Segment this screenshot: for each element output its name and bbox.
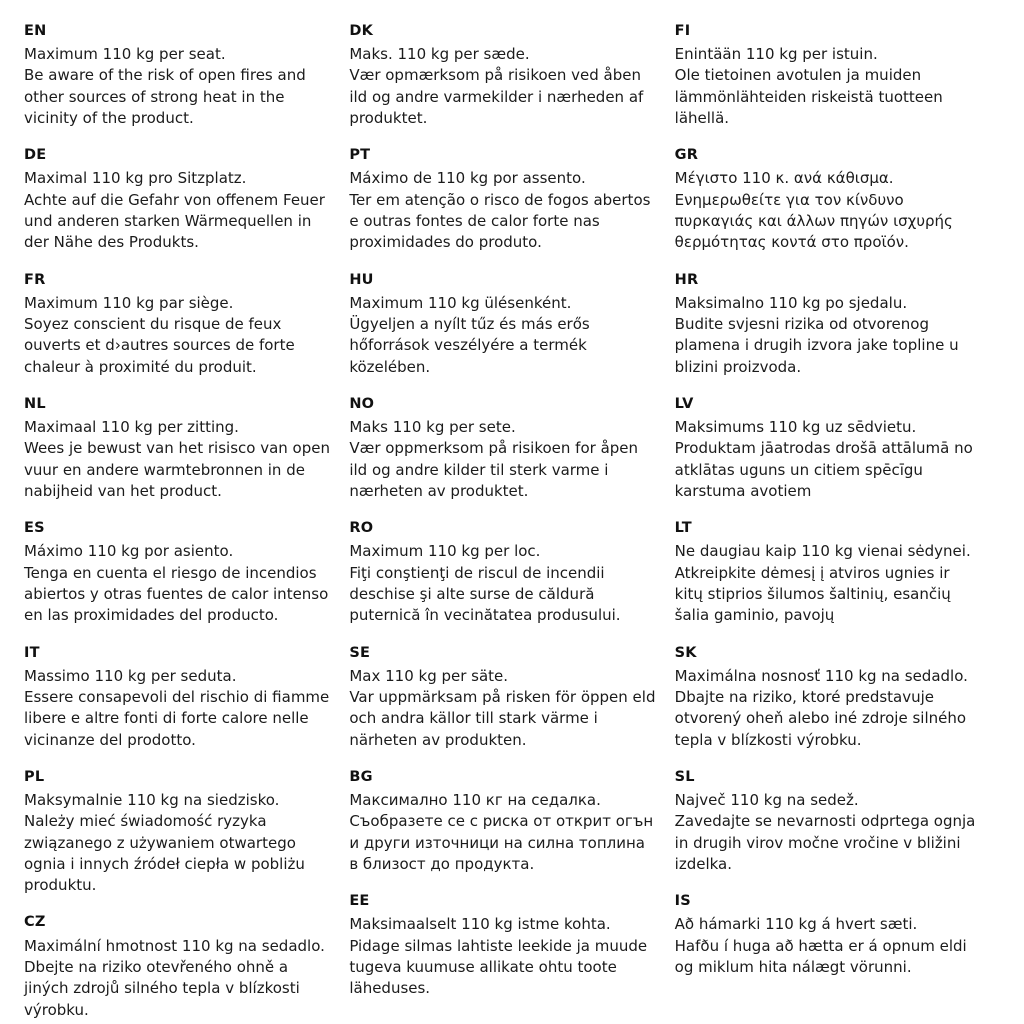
language-code: SE bbox=[349, 644, 371, 661]
language-entry-cz bbox=[24, 913, 331, 1020]
language-entry-bg bbox=[349, 768, 656, 875]
weight-limit-text: Maximální hmotnost 110 kg na sedadlo. bbox=[24, 936, 325, 955]
weight-limit-text: Að hámarki 110 kg á hvert sæti. bbox=[674, 915, 918, 934]
weight-limit-text: Največ 110 kg na sedež. bbox=[674, 791, 859, 809]
language-code: IS bbox=[674, 893, 691, 910]
weight-limit-text: Maximum 110 kg per loc. bbox=[349, 542, 541, 561]
weight-limit-text: Максимално 110 кг на седалка. bbox=[349, 791, 601, 809]
language-entry-dk bbox=[349, 22, 656, 129]
fire-warning-text: Съобразете се с риска от открит огън и други източници на силна топлина в близост до продукта. bbox=[349, 812, 654, 873]
weight-limit-text: Μέγιστο 110 κ. ανά κάθισμα. bbox=[674, 169, 894, 188]
weight-limit-text: Maximum 110 kg ülésenként. bbox=[349, 293, 572, 312]
language-entry-hu bbox=[349, 271, 656, 378]
language-code: EE bbox=[349, 893, 370, 910]
language-entry-lv bbox=[675, 395, 982, 502]
fire-warning-text: Vær opmærksom på risikoen ved åben ild og andre varmekilder i nærheden af produktet. bbox=[349, 66, 644, 128]
language-code: BG bbox=[349, 768, 373, 785]
fire-warning-text: Tenga en cuenta el riesgo de incendios abiertos y otras fuentes de calor intenso en las proximidades del producto. bbox=[24, 563, 329, 625]
language-code: EN bbox=[24, 23, 47, 39]
language-code: LT bbox=[674, 520, 692, 537]
weight-limit-text: Maksimalno 110 kg po sjedalu. bbox=[674, 293, 908, 312]
language-entry-es bbox=[24, 519, 331, 626]
fire-warning-text: Produktam jāatrodas drošā attālumā no atklātas uguns un citiem spēcīgu karstuma avotiem bbox=[674, 439, 973, 500]
fire-warning-text: Ter em atenção o risco de fogos abertos e outras fontes de calor forte nas proximidades do produto. bbox=[349, 190, 651, 252]
language-entry-ro bbox=[349, 519, 656, 626]
fire-warning-text: Pidage silmas lahtiste leekide ja muude tugeva kuumuse allikate ohtu toote läheduses. bbox=[349, 936, 648, 998]
language-code: IT bbox=[24, 644, 40, 661]
fire-warning-text: Zavedajte se nevarnosti odprtega ognja in drugih virov močne vročine v bližini izdelka. bbox=[674, 812, 976, 873]
language-column-1 bbox=[24, 22, 349, 1021]
weight-limit-text: Maximum 110 kg per seat. bbox=[24, 45, 226, 64]
language-column-2 bbox=[349, 22, 674, 1000]
language-code: DK bbox=[349, 23, 374, 39]
language-entry-fr bbox=[24, 271, 331, 378]
language-entry-lt bbox=[675, 519, 982, 626]
language-entry-pt bbox=[349, 146, 656, 253]
fire-warning-text: Atkreipkite dėmesį į atviros ugnies ir kitų stiprios šilumos šaltinių, esančių šalia gaminio, pavojų bbox=[674, 563, 951, 625]
weight-limit-text: Maksimaalselt 110 kg istme kohta. bbox=[349, 915, 611, 934]
language-entry-it bbox=[24, 644, 331, 751]
language-entry-sl bbox=[675, 768, 982, 875]
language-code: CZ bbox=[24, 914, 46, 931]
language-code: SL bbox=[674, 768, 695, 785]
language-code: FI bbox=[674, 23, 691, 39]
language-entry-nl bbox=[24, 395, 331, 502]
fire-warning-text: Var uppmärksam på risken för öppen eld och andra källor till stark värme i närheten av produkten. bbox=[349, 687, 656, 749]
weight-limit-text: Enintään 110 kg per istuin. bbox=[674, 45, 878, 64]
weight-limit-text: Maksymalnie 110 kg na siedzisko. bbox=[24, 791, 280, 809]
language-code: NO bbox=[349, 395, 375, 412]
language-entry-gr bbox=[675, 146, 982, 253]
language-code: FR bbox=[24, 271, 46, 288]
weight-limit-text: Maksimums 110 kg uz sēdvietu. bbox=[674, 418, 917, 437]
language-column-3 bbox=[675, 22, 1000, 978]
fire-warning-text: Wees je bewust van het risisco van open vuur en andere warmtebronnen in de nabijheid van het product. bbox=[24, 439, 330, 500]
language-entry-is bbox=[675, 892, 982, 978]
language-code: HU bbox=[349, 271, 374, 288]
language-entry-sk bbox=[675, 644, 982, 751]
language-code: NL bbox=[24, 395, 46, 412]
weight-limit-text: Maks 110 kg per sete. bbox=[349, 418, 516, 437]
fire-warning-text: Dbajte na riziko, ktoré predstavuje otvorený oheň alebo iné zdroje silného tepla v blízkosti výrobku. bbox=[674, 687, 967, 749]
fire-warning-text: Ενημερωθείτε για τον κίνδυνο πυρκαγιάς και άλλων πηγών ισχυρής θερμότητας κοντά στο προϊόν. bbox=[674, 190, 953, 252]
fire-warning-text: Należy mieć świadomość ryzyka związanego z używaniem otwartego ognia i innych źródeł ciepła w pobliżu produktu. bbox=[24, 812, 305, 895]
fire-warning-text: Essere consapevoli del rischio di fiamme libere e altre fonti di forte calore nelle vicinanze del prodotto. bbox=[24, 687, 330, 749]
fire-warning-text: Vær oppmerksom på risikoen for åpen ild og andre kilder til sterk varme i nærheten av produktet. bbox=[349, 439, 639, 500]
fire-warning-text: Fiţi conştienţi de riscul de incendii deschise şi alte surse de căldură puternică în vecinătatea produsului. bbox=[349, 563, 621, 625]
weight-limit-text: Máximo 110 kg por asiento. bbox=[24, 542, 234, 561]
language-entry-ee bbox=[349, 892, 656, 999]
language-entry-en bbox=[24, 22, 331, 129]
fire-warning-text: Soyez conscient du risque de feux ouverts et d›autres sources de forte chaleur à proximité du produit. bbox=[24, 315, 295, 376]
language-code: RO bbox=[349, 520, 374, 537]
fire-warning-text: Dbejte na riziko otevřeného ohně a jiných zdrojů silného tepla v blízkosti výrobku. bbox=[24, 957, 300, 1019]
language-code: LV bbox=[674, 395, 694, 412]
weight-limit-text: Max 110 kg per säte. bbox=[349, 666, 509, 685]
weight-limit-text: Maximum 110 kg par siège. bbox=[24, 293, 234, 312]
language-entry-de bbox=[24, 146, 331, 253]
fire-warning-text: Achte auf die Gefahr von offenem Feuer und anderen starken Wärmequellen in der Nähe des Produkts. bbox=[24, 190, 325, 252]
fire-warning-text: Be aware of the risk of open fires and other sources of strong heat in the vicinity of the product. bbox=[24, 66, 306, 128]
language-code: PT bbox=[349, 147, 371, 164]
fire-warning-text: Hafðu í huga að hætta er á opnum eldi og miklum hita nálægt vörunni. bbox=[674, 936, 967, 976]
language-code: DE bbox=[24, 147, 47, 164]
language-entry-fi bbox=[675, 22, 982, 129]
language-code: HR bbox=[674, 271, 699, 288]
weight-limit-text: Máximo de 110 kg por assento. bbox=[349, 169, 586, 188]
language-code: SK bbox=[674, 644, 697, 661]
language-entry-pl bbox=[24, 768, 331, 897]
language-code: ES bbox=[24, 520, 45, 537]
weight-limit-text: Massimo 110 kg per seduta. bbox=[24, 666, 237, 685]
fire-warning-text: Ügyeljen a nyílt tűz és más erős hőforrások veszélyére a termék közelében. bbox=[349, 315, 590, 376]
weight-limit-text: Maks. 110 kg per sæde. bbox=[349, 45, 530, 64]
language-entry-hr bbox=[675, 271, 982, 378]
fire-warning-text: Ole tietoinen avotulen ja muiden lämmönlähteiden riskeistä tuotteen lähellä. bbox=[674, 66, 943, 128]
weight-limit-text: Maximaal 110 kg per zitting. bbox=[24, 418, 239, 437]
language-entry-no bbox=[349, 395, 656, 502]
language-code: PL bbox=[24, 768, 45, 785]
weight-limit-text: Ne daugiau kaip 110 kg vienai sėdynei. bbox=[674, 542, 971, 561]
language-entry-se bbox=[349, 644, 656, 751]
language-code: GR bbox=[674, 147, 699, 164]
weight-limit-text: Maximal 110 kg pro Sitzplatz. bbox=[24, 169, 247, 188]
fire-warning-text: Budite svjesni rizika od otvorenog plamena i drugih izvora jake topline u blizini proizvoda. bbox=[674, 315, 959, 376]
weight-limit-text: Maximálna nosnosť 110 kg na sedadlo. bbox=[674, 666, 968, 685]
